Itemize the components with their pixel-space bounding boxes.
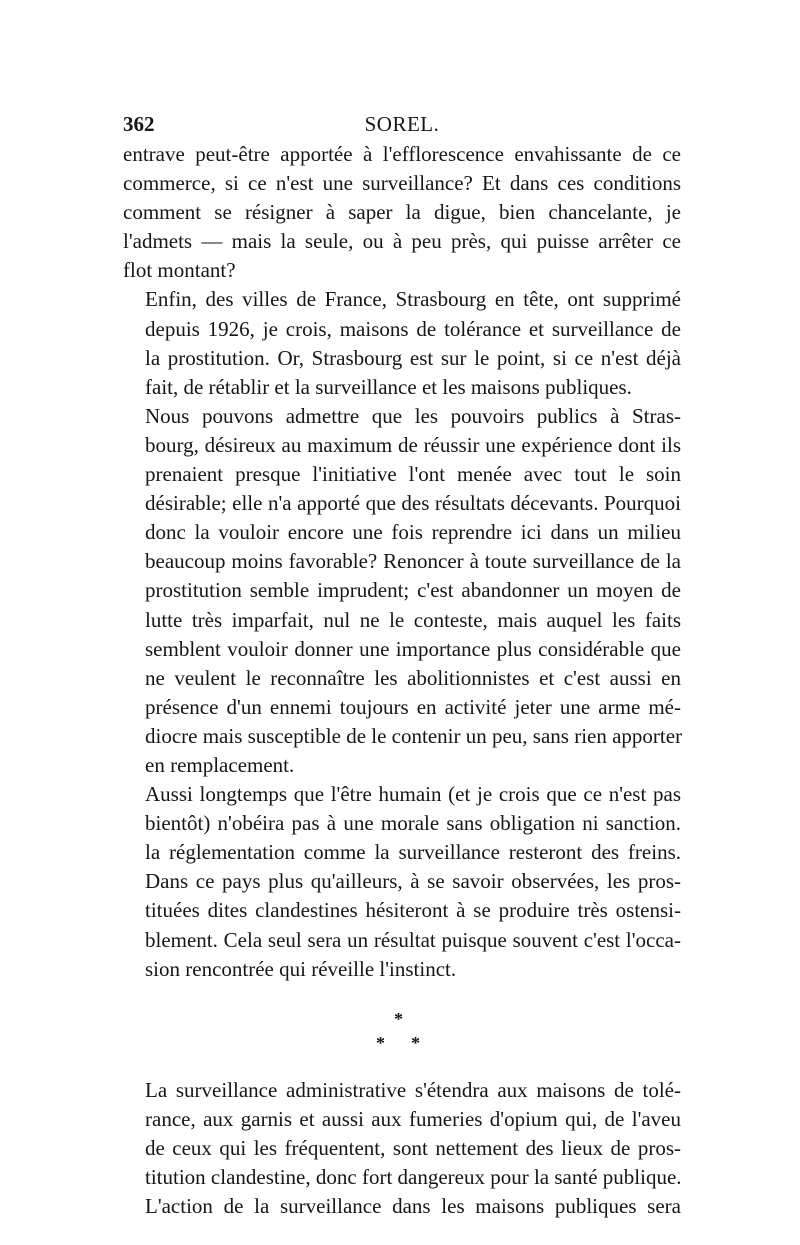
text-line: blement. Cela seul sera un résultat puisque souvent c'est l'occa- [145, 927, 681, 952]
text-line: lutte très imparfait, nul ne le conteste, mais auquel les faits [145, 607, 681, 632]
text-line: Nous pouvons admettre que les pouvoirs publics à Stras- [145, 403, 681, 428]
text-line: sion rencontrée qui réveille l'instinct. [145, 956, 457, 981]
text-line: de ceux qui les fréquentent, sont nettement des lieux de pros- [145, 1135, 681, 1160]
text-line: présence d'un ennemi toujours en activité jeter une arme mé- [145, 694, 681, 719]
text-line: flot montant? [123, 258, 236, 283]
text-line: semblent vouloir donner une importance plus considérable que [145, 636, 681, 661]
asterism-star: * [411, 1032, 420, 1053]
body-text-section-2 [123, 1076, 681, 1221]
text-line: bourg, désireux au maximum de réussir une expérience dont ils [145, 432, 681, 457]
page-header [123, 108, 681, 140]
text-line: la réglementation comme la surveillance resteront des freins. [145, 840, 681, 865]
text-line: donc la vouloir encore une fois reprendre ici dans un milieu [145, 520, 681, 545]
paragraph [123, 140, 681, 285]
text-line: ne veulent le reconnaître les abolitionnistes et c'est aussi en [145, 665, 681, 690]
text-line: la prostitution. Or, Strasbourg est sur le point, si ce n'est déjà [145, 345, 681, 370]
text-line: bientôt) n'obéira pas à une morale sans obligation ni sanction. [145, 811, 681, 836]
text-line: prenaient presque l'initiative l'ont menée avec tout le soin [145, 462, 681, 487]
text-line: titution clandestine, donc fort dangereux pour la santé publique. [145, 1165, 682, 1189]
section-break-asterism [123, 1007, 681, 1063]
paragraph [123, 780, 681, 984]
book-page [123, 108, 681, 1221]
paragraph [123, 1076, 681, 1192]
text-line: désirable; elle n'a apporté que des résultats décevants. Pourquoi [145, 491, 681, 516]
text-line: Aussi longtemps que l'être humain (et je crois que ce n'est pas [145, 782, 681, 807]
text-line: Enfin, des villes de France, Strasbourg en tête, ont supprimé [145, 287, 681, 312]
text-line: tituées dites clandestines hésiteront à se produire très ostensi- [145, 898, 681, 923]
page-number: 362 [123, 112, 155, 136]
text-line: diocre mais susceptible de le contenir un peu, sans rien apporter [145, 723, 683, 748]
text-line: Dans ce pays plus qu'ailleurs, à se savoir observées, les pros- [145, 869, 681, 894]
text-line: rance, aux garnis et aussi aux fumeries d'opium qui, de l'aveu [145, 1106, 681, 1131]
text-line: en remplacement. [145, 752, 295, 777]
text-line: prostitution semble imprudent; c'est abandonner un moyen de [145, 578, 681, 603]
asterism-star: * [376, 1032, 385, 1053]
paragraph [123, 402, 681, 780]
text-line: L'action de la surveillance dans les maisons publiques sera [145, 1194, 681, 1219]
paragraph [123, 285, 681, 401]
text-line: fait, de rétablir et la surveillance et les maisons publiques. [145, 374, 632, 399]
text-line: La surveillance administrative s'étendra aux maisons de tolé- [145, 1077, 681, 1102]
paragraph [123, 1192, 681, 1221]
body-text-section-1 [123, 140, 681, 984]
text-line: depuis 1926, je crois, maisons de tolérance et surveillance de [145, 316, 681, 341]
running-head: SOREL. [364, 112, 440, 136]
text-line: commerce, si ce n'est une surveillance? Et dans ces conditions [123, 171, 681, 196]
text-line: l'admets — mais la seule, ou à peu près, qui puisse arrêter ce [123, 229, 681, 254]
text-line: entrave peut-être apportée à l'efflorescence envahissante de ce [123, 142, 681, 166]
text-line: beaucoup moins favorable? Renoncer à toute surveillance de la [145, 549, 681, 574]
asterism-star: * [394, 1008, 403, 1029]
text-line: comment se résigner à saper la digue, bien chancelante, je [123, 200, 681, 225]
